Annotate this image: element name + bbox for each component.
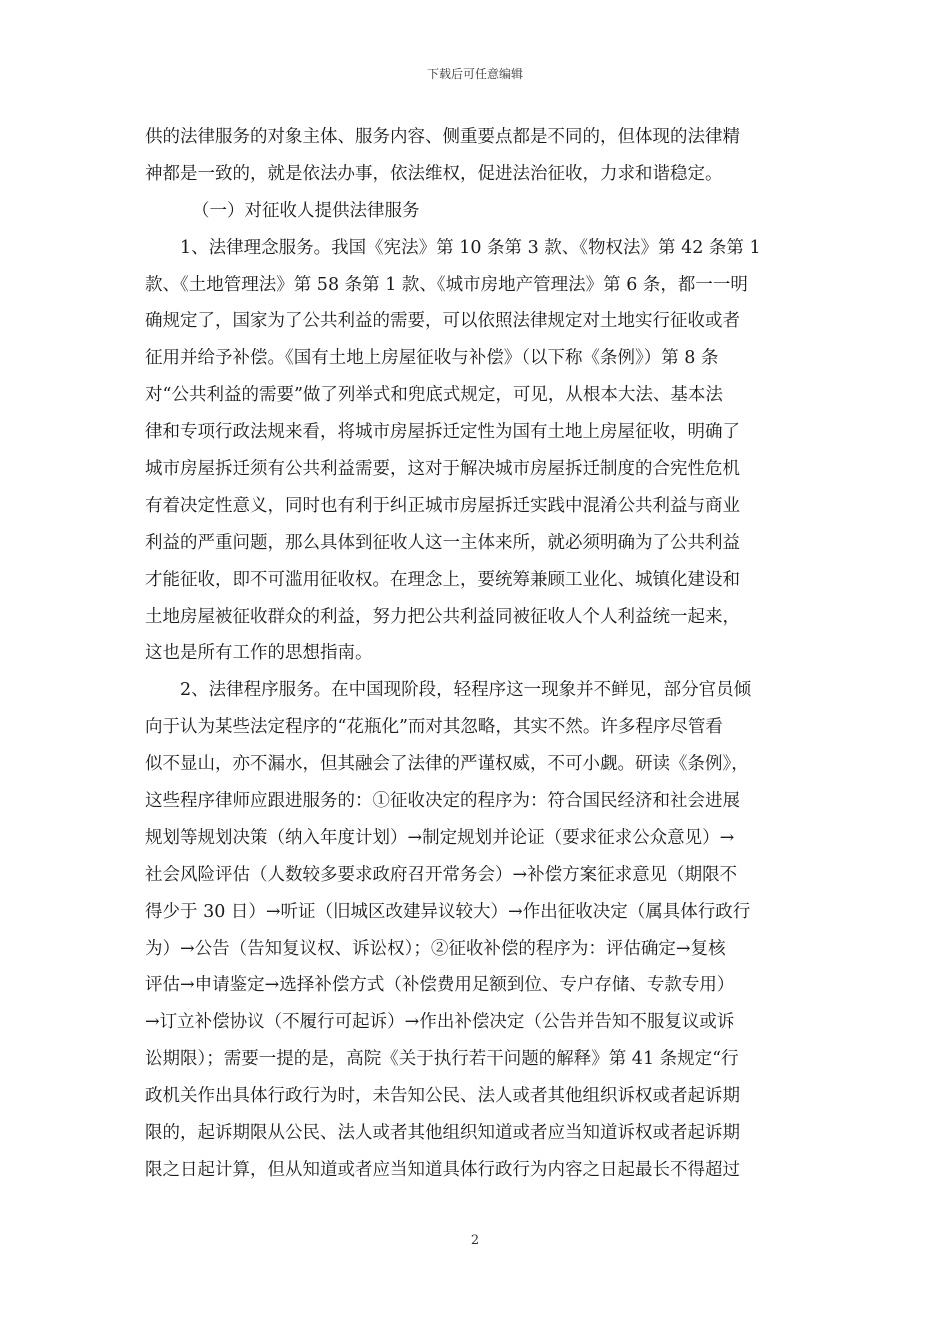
text-line: 限之日起计算，但从知道或者应当知道具体行政行为内容之日起最长不得超过 <box>145 1159 740 1180</box>
text-line: 社会风险评估（人数较多要求政府召开常务会）→补偿方案征求意见（期限不 <box>145 864 738 885</box>
document-body <box>145 119 805 1189</box>
page-header: 下载后可任意编辑 <box>426 67 523 81</box>
text-line: 才能征收，即不可滥用征收权。在理念上，要统筹兼顾工业化、城镇化建设和 <box>145 569 740 590</box>
text-line: 这也是所有工作的思想指南。 <box>145 643 373 664</box>
text-line: 确规定了，国家为了公共利益的需要，可以依照法律规定对土地实行征收或者 <box>145 311 740 332</box>
text-line: 似不显山，亦不漏水，但其融会了法律的严谨权威，不可小觑。研读《条例》， <box>145 754 749 775</box>
text-line: 利益的严重问题，那么具体到征收人这一主体来所，就必须明确为了公共利益 <box>145 532 740 553</box>
text-line: 神都是一致的，就是依法办事，依法维权，促进法治征收，力求和谐稳定。 <box>145 163 723 184</box>
section-heading: （一）对征收人提供法律服务 <box>192 200 420 221</box>
text-line: 规划等规划决策（纳入年度计划）→制定规划并论证（要求征求公众意见）→ <box>145 827 735 848</box>
text-line: 城市房屋拆迁须有公共利益需要，这对于解决城市房屋拆迁制度的合宪性危机 <box>145 459 740 480</box>
text-line: 这些程序律师应跟进服务的：①征收决定的程序为：符合国民经济和社会进展 <box>145 791 740 812</box>
paragraph-start: 2、法律程序服务。在中国现阶段，轻程序这一现象并不鲜见，部分官员倾 <box>180 680 752 701</box>
paragraph-start: 1、法律理念服务。我国《宪法》第 10 条第 3 款、《物权法》第 42 条第 1 <box>180 237 761 258</box>
text-line: →订立补偿协议（不履行可起诉）→作出补偿决定（公告并告知不服复议或诉 <box>145 1012 735 1033</box>
text-line: 为）→公告（告知复议权、诉讼权）；②征收补偿的程序为：评估确定→复核 <box>145 938 726 959</box>
text-line: 向于认为某些法定程序的“花瓶化”而对其忽略，其实不然。许多程序尽管看 <box>145 717 723 738</box>
text-line: 土地房屋被征收群众的利益，努力把公共利益同被征收人个人利益统一起来， <box>145 606 740 627</box>
text-line: 限的，起诉期限从公民、法人或者其他组织知道或者应当知道诉权或者起诉期 <box>145 1123 740 1144</box>
page-number: 2 <box>470 1233 480 1248</box>
text-line: 政机关作出具体行政行为时，未告知公民、法人或者其他组织诉权或者起诉期 <box>145 1086 740 1107</box>
text-line: 对“公共利益的需要”做了列举式和兜底式规定，可见，从根本大法、基本法 <box>145 385 723 406</box>
text-line: 供的法律服务的对象主体、服务内容、侧重要点都是不同的，但体现的法律精 <box>145 127 740 147</box>
text-line: 讼期限）；需要一提的是，高院《关于执行若干问题的解释》第 41 条规定“行 <box>145 1049 739 1070</box>
text-line: 有着决定性意义，同时也有利于纠正城市房屋拆迁实践中混淆公共利益与商业 <box>145 495 740 516</box>
text-line: 律和专项行政法规来看，将城市房屋拆迁定性为国有土地上房屋征收，明确了 <box>145 422 740 443</box>
text-line: 得少于 30 日）→听证（旧城区改建异议较大）→作出征收决定（属具体行政行 <box>145 901 751 922</box>
text-line: 款、《土地管理法》第 58 条第 1 款、《城市房地产管理法》第 6 条，都一一明 <box>145 274 748 295</box>
text-line: 征用并给予补偿。《国有土地上房屋征收与补偿》（以下称《条例》）第 8 条 <box>145 348 719 369</box>
text-line: 评估→申请鉴定→选择补偿方式（补偿费用足额到位、专户存储、专款专用） <box>145 975 735 996</box>
